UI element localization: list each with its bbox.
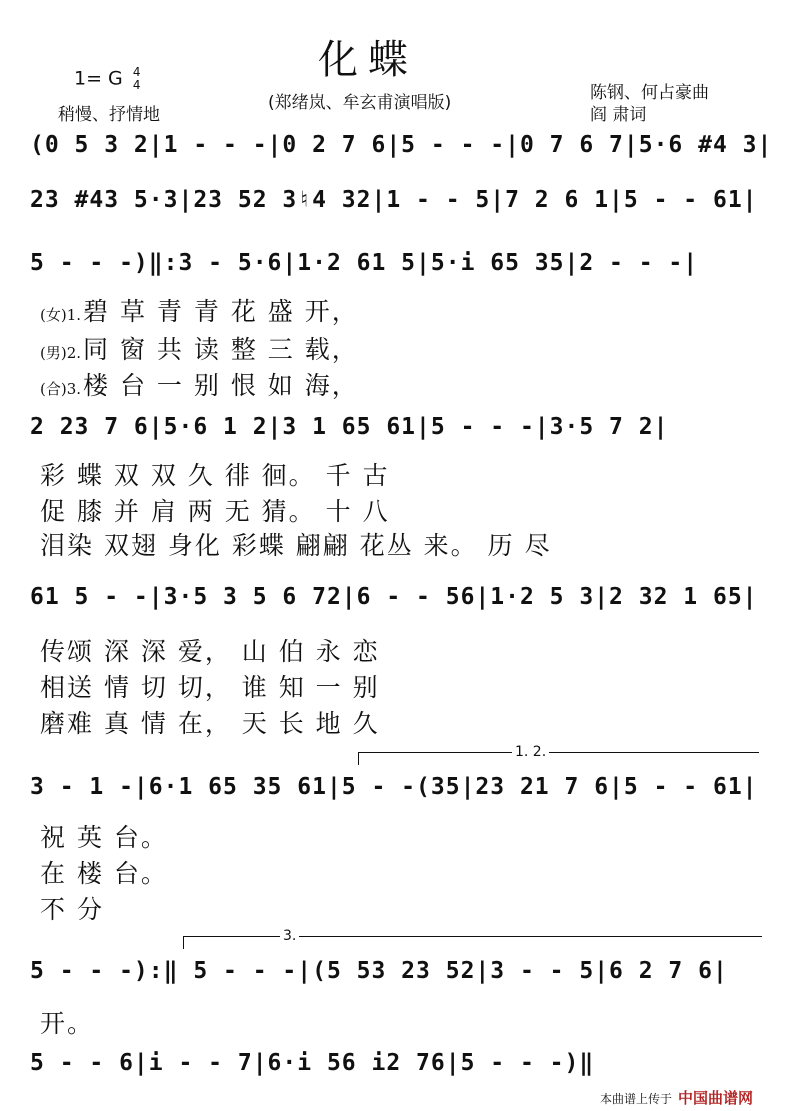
lyricist-credit: 阎 肃词	[590, 105, 647, 125]
lyric-line: 在 楼 台。	[40, 859, 168, 888]
score-system	[30, 956, 770, 990]
site-logo[interactable]: 中国曲谱网	[678, 1089, 754, 1107]
key-label: 1= G	[74, 67, 123, 90]
notation-line: 23 #43 5·3|23 52 3♮4 32|1 - - 5|7 2 6 1|5 - - 61|	[30, 187, 758, 213]
lyric-line: (男)2.同 窗 共 读 整 三 载，	[40, 335, 359, 364]
score-system	[30, 248, 770, 282]
lyric-line: 开。	[40, 1009, 95, 1038]
lyric-line: (合)3.楼 台 一 别 恨 如 海，	[40, 371, 359, 400]
volta-label: 1. 2.	[512, 744, 549, 760]
key-signature	[74, 66, 140, 92]
tempo-marking: 稍慢、抒情地	[58, 105, 160, 125]
upload-note: 本曲谱上传于	[600, 1092, 673, 1106]
lyric-line: 不 分	[40, 895, 104, 924]
lyric-line: 彩 蝶 双 双 久 徘 徊。 千 古	[40, 461, 390, 490]
lyric-line: (女)1.碧 草 青 青 花 盛 开，	[40, 297, 359, 326]
lyric-line: 相送 情 切 切， 谁 知 一 别	[40, 673, 380, 702]
verse-role: (女)1.	[40, 306, 82, 324]
song-subtitle: (郑绪岚、牟玄甫演唱版)	[268, 93, 452, 113]
verse-role: (合)3.	[40, 380, 82, 398]
lyric-line: 泪染 双翅 身化 彩蝶 翩翩 花丛 来。 历 尽	[40, 531, 552, 560]
lyric-line: 传颂 深 深 爱， 山 伯 永 恋	[40, 637, 380, 666]
lyric-line: 促 膝 并 肩 两 无 猜。 十 八	[40, 497, 390, 526]
time-signature: 4 4	[132, 65, 141, 92]
volta-bracket	[358, 752, 759, 765]
score-system	[30, 772, 770, 806]
score-system	[30, 1048, 770, 1082]
notation-line: (0 5 3 2|1 - - -|0 2 7 6|5 - - -|0 7 6 7|5·6 #4 3|	[30, 132, 773, 158]
notation-line: 2 23 7 6|5·6 1 2|3 1 65 61|5 - - -|3·5 7 2|	[30, 414, 669, 440]
lyric-line: 磨难 真 情 在， 天 长 地 久	[40, 709, 380, 738]
notation-line: 5 - - -):‖ 5 - - -|(5 53 23 52|3 - - 5|6 2 7 6|	[30, 958, 728, 984]
lyric-line: 祝 英 台。	[40, 823, 168, 852]
song-title: 化蝶	[318, 37, 418, 83]
footer-credit	[600, 1087, 753, 1108]
composer-credit: 陈钢、何占豪曲	[590, 83, 709, 103]
score-system	[30, 185, 770, 219]
notation-line: 61 5 - -|3·5 3 5 6 72|6 - - 56|1·2 5 3|2 32 1 65|	[30, 584, 758, 610]
verse-role: (男)2.	[40, 344, 82, 362]
score-system	[30, 582, 770, 616]
score-system	[30, 130, 773, 164]
notation-line: 3 - 1 -|6·1 65 35 61|5 - -(35|23 21 7 6|5 - - 61|	[30, 774, 758, 800]
volta-bracket	[183, 936, 762, 949]
notation-line: 5 - - 6|i - - 7|6·i 56 i2 76|5 - - -)‖	[30, 1050, 595, 1076]
notation-line: 5 - - -)‖:3 - 5·6|1·2 61 5|5·i 65 35|2 - - -|	[30, 250, 699, 276]
score-system	[30, 412, 770, 446]
volta-label: 3.	[280, 928, 299, 944]
